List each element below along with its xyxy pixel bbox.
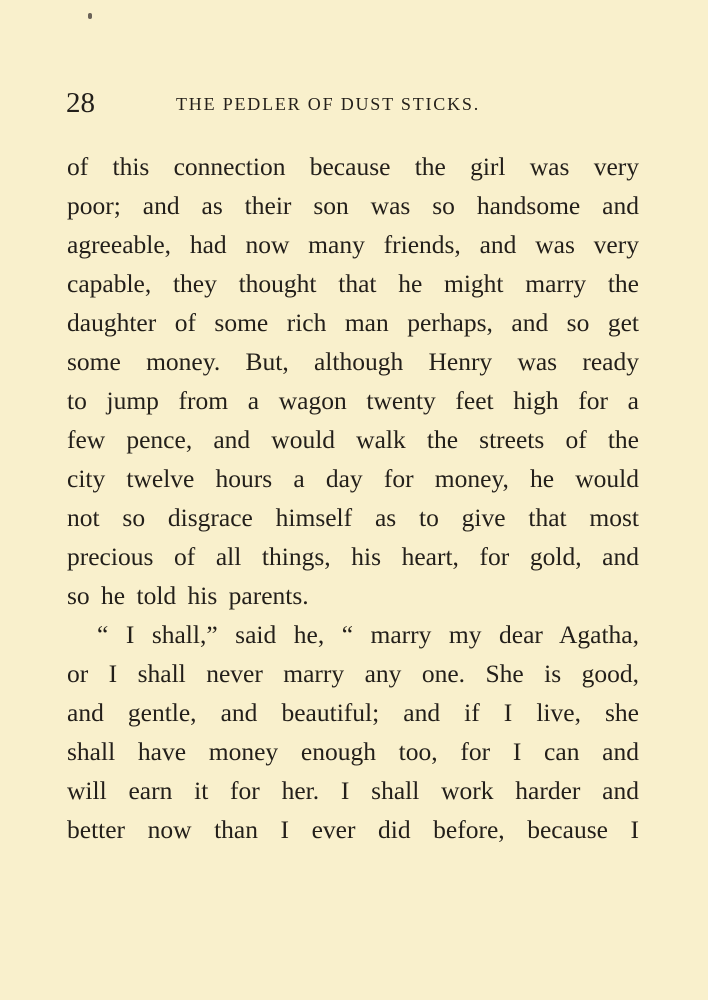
- text-line: of this connection because the girl was very: [67, 152, 639, 181]
- text-line: precious of all things, his heart, for gold, and: [67, 542, 639, 571]
- text-line: better now than I ever did before, because I: [67, 815, 639, 844]
- text-line: capable, they thought that he might marry the: [67, 269, 639, 298]
- ink-speck: [88, 13, 92, 19]
- body-text: [67, 147, 639, 849]
- text-line: not so disgrace himself as to give that most: [67, 503, 639, 532]
- text-line: to jump from a wagon twenty feet high for a: [67, 386, 639, 415]
- text-line: some money. But, although Henry was ready: [67, 347, 639, 376]
- text-line: city twelve hours a day for money, he would: [67, 464, 639, 493]
- text-line: or I shall never marry any one. She is good,: [67, 659, 639, 688]
- text-line: and gentle, and beautiful; and if I live, she: [67, 698, 639, 727]
- text-line: will earn it for her. I shall work harder and: [67, 776, 639, 805]
- running-title: THE PEDLER OF DUST STICKS.: [176, 94, 480, 114]
- text-line: agreeable, had now many friends, and was very: [67, 230, 639, 259]
- text-line: few pence, and would walk the streets of the: [67, 425, 639, 454]
- text-line: shall have money enough too, for I can and: [67, 737, 639, 766]
- paragraph-end-line: so he told his parents.: [67, 581, 309, 610]
- text-line: daughter of some rich man perhaps, and so get: [67, 308, 639, 337]
- paragraph-start-line: “ I shall,” said he, “ marry my dear Agatha,: [97, 620, 639, 649]
- page-number: 28: [66, 87, 95, 119]
- text-line: poor; and as their son was so handsome and: [67, 191, 639, 220]
